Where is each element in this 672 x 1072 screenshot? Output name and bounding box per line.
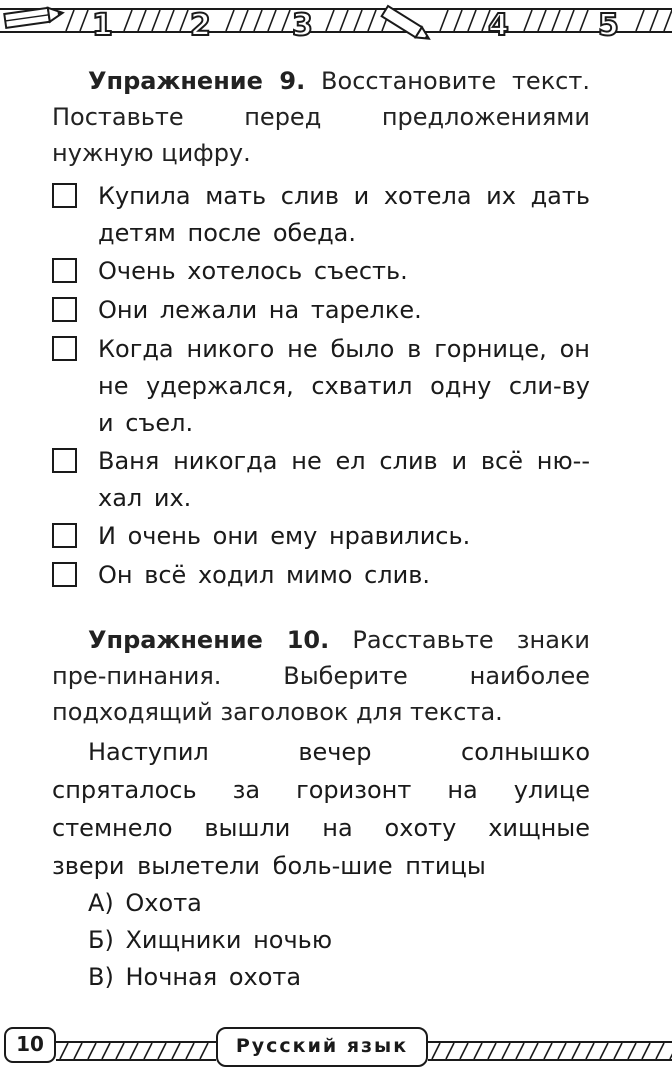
pencil-icon [382,6,432,44]
exercise-9-item-text: Он всё ходил мимо слив. [98,561,431,589]
exercise-9-instruction: Восстановите текст. Поставьте перед предложениями нужную цифру. [52,67,590,167]
exercise-10-heading [52,622,590,730]
exercise-9-item-text: Купила мать слив и хотела их дать детям после обеда. [98,182,590,247]
header-digit-1: 1 [92,8,113,43]
answer-checkbox[interactable] [52,448,77,473]
answer-checkbox[interactable] [52,183,77,208]
exercise-10-label: Упражнение 10. [88,626,330,654]
answer-checkbox[interactable] [52,562,77,587]
exercise-10-instruction: Расставьте знаки пре-пинания. Выберите наиболее подходящий заголовок для текста. [52,626,590,726]
header-digit-5: 5 [598,8,619,43]
answer-option[interactable]: А) Охота [88,889,202,917]
header-digit-3: 3 [292,8,313,43]
exercise-9-label: Упражнение 9. [88,67,306,95]
answer-option[interactable]: В) Ночная охота [88,963,302,991]
answer-checkbox[interactable] [52,336,77,361]
exercise-9-heading [52,63,590,171]
header-digit-4: 4 [488,8,509,43]
subject-label: Русский язык [216,1027,428,1067]
header-decoration [0,0,672,50]
exercise-9-item-text: Очень хотелось съесть. [98,257,408,285]
exercise-9-item-text: И очень они ему нравились. [98,522,471,550]
answer-checkbox[interactable] [52,523,77,548]
exercise-9-item-text: Когда никого не было в горнице, он не удержался, схватил одну сли-ву и съел. [98,335,590,437]
exercise-9-item-text: Ваня никогда не ел слив и всё ню-хал их. [98,447,590,512]
page-number: 10 [4,1027,56,1063]
answer-checkbox[interactable] [52,258,77,283]
answer-option[interactable]: Б) Хищники ночью [88,926,333,954]
exercise-9-item-text: Они лежали на тарелке. [98,296,422,324]
header-digit-2: 2 [190,8,211,43]
answer-checkbox[interactable] [52,297,77,322]
exercise-10-text [52,733,590,885]
exercise-10-paragraph: Наступил вечер солнышко спряталось за горизонт на улице стемнело вышли на охоту хищные звери вылетели боль-шие птицы [52,738,590,880]
